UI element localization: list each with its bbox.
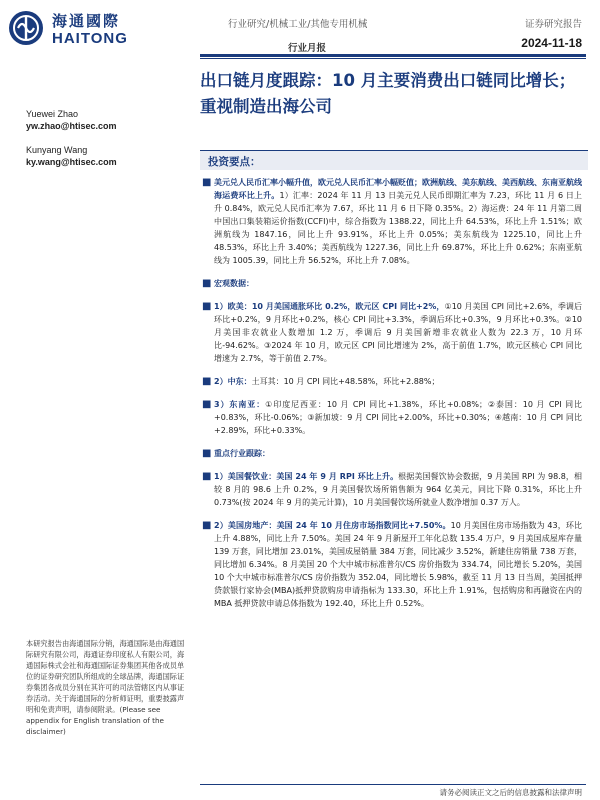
author-email[interactable]: yw.zhao@htisec.com xyxy=(26,121,117,131)
haitong-logo-icon xyxy=(8,10,44,46)
key-point-item xyxy=(202,447,582,460)
report-title: 出口链月度跟踪：10 月主要消费出口链同比增长；重视制造出海公司 xyxy=(200,71,576,116)
logo-text-cn: 海通國際 xyxy=(52,12,121,30)
key-point-item xyxy=(202,176,582,267)
bullet-icon: ■ xyxy=(202,471,212,482)
key-point-highlight: 重点行业跟踪： xyxy=(214,449,270,458)
section-header xyxy=(200,150,588,170)
key-point-text: 1）汇率：2024 年 11 月 13 日美元兑人民币即期汇率为 7.23，环比 11 月 6 日上升 0.84%，欧元兑人民币汇率为 7.67，环比 11 月 6 日下降 0.35%。2）海运费：24 年 11 月第二周中国出口集装箱运价指数(CCFI)中，综合指数为 1388.22，同比上升 64.53%，环比上升 1.51%；欧洲航线为 1847.16，同比上升 93.91%，环比上升 0.05%；美东航线为 1225.10，同比上升 48.53%，环比上升 3.40%；美西航线为 1227.36，同比上升 69.87%，环比上升 0.62%；东南亚航线为 1005.39，同比上升 56.52%，环比上升 7.08%。 xyxy=(214,191,582,265)
key-point-item xyxy=(202,375,582,388)
bullet-icon: ■ xyxy=(202,177,212,188)
key-point-item xyxy=(202,519,582,610)
key-point-item xyxy=(202,470,582,509)
key-point-item xyxy=(202,300,582,365)
header-divider xyxy=(200,54,586,57)
key-point-item xyxy=(202,277,582,290)
bullet-icon: ■ xyxy=(202,520,212,531)
key-point-text: 10 月美国住房市场指数为 43，环比上升 4.88%，同比上升 7.50%。美国 24 年 9 月新屋开工年化总数 135.4 万户，9 月美国成屋库存量 139 万套，同比增加 23.01%，美国成屋销量 384 万套，同比减少 3.52%，新建住房销量 738 万套，同比增加 6.34%。8 月美国 20 个大中城市标准普尔/CS 房价指数为 334.74，同比增长 5.20%，美国 10 个大中城市标准普尔/CS 房价指数为 352.04，同比增长 5.98%，截至 11 月 13 日当周，美国抵押贷款银行家协会(MBA)抵押贷款购房申请指标为 133.30，环比上升 1.91%，包括购房和再融资在内的 MBA 抵押贷款申请总体指数为 192.40，环比上升 0.52%。 xyxy=(214,521,582,608)
report-label: 证券研究报告 xyxy=(524,19,582,30)
footer-note: 请务必阅读正文之后的信息披露和法律声明 xyxy=(439,788,582,797)
key-point-highlight: 1）欧美：10 月美国通胀环比 0.2%，欧元区 CPI 同比+2%， xyxy=(214,302,445,311)
report-date: 2024-11-18 xyxy=(521,36,582,50)
bullet-icon: ■ xyxy=(202,376,212,387)
section-title: 投资要点： xyxy=(208,156,261,168)
key-points xyxy=(202,176,582,620)
key-point-highlight: 2）中东： xyxy=(214,377,252,386)
author xyxy=(26,108,186,132)
report-type: 行业月报 xyxy=(288,43,327,54)
haitong-logo xyxy=(8,8,158,48)
key-point-text: ①印度尼西亚：10 月 CPI 同比+1.38%，环比+0.08%；②泰国：10 月 CPI 同比+0.83%，环比-0.06%；③新加坡：9 月 CPI 同比+2.00%，环比+0.30%；④越南：10 月 CPI 同比+2.89%，环比+0.33%。 xyxy=(214,400,582,435)
author xyxy=(26,144,186,168)
key-point-highlight: 宏观数据： xyxy=(214,279,254,288)
author-name: Yuewei Zhao xyxy=(26,109,79,119)
bullet-icon: ■ xyxy=(202,278,212,289)
key-point-highlight: 3）东南亚： xyxy=(214,400,266,409)
logo-text-en: HAITONG xyxy=(52,30,128,47)
author-email[interactable]: ky.wang@htisec.com xyxy=(26,157,117,167)
key-point-text: ①10 月美国 CPI 同比+2.6%，季调后环比+0.2%，9 月环比+0.2%，核心 CPI 同比+3.3%，季调后环比+0.3%，9 月环比+0.3%。②10 月美国非农就业人数增加 1.2 万，季调后 9 月美国新增非农就业人数为 22.3 万，10 月环比-94.62%。③2024 年 10 月，欧元区 CPI 同比增速为 2%，高于前值 1.7%，欧元区核心 CPI 同比增速为 2.7%，等于前值 2.7%。 xyxy=(214,302,582,363)
key-point-highlight: 1）美国餐饮业：美国 24 年 9 月 RPI 环比上升。 xyxy=(214,472,399,481)
report-category: 行业研究/机械工业/其他专用机械 xyxy=(228,19,368,30)
author-list xyxy=(26,108,186,180)
key-point-highlight: 2）美国房地产：美国 24 年 10 月住房市场指数同比+7.50%。 xyxy=(214,521,451,530)
bullet-icon: ■ xyxy=(202,448,212,459)
bullet-icon: ■ xyxy=(202,399,212,410)
key-point-text: 土耳其：10 月 CPI 同比+48.58%，环比+2.88%； xyxy=(251,377,440,386)
key-point-item xyxy=(202,398,582,437)
author-name: Kunyang Wang xyxy=(26,145,88,155)
disclaimer-text: 本研究报告由海通国际分销，海通国际是由海通国际研究有限公司，海通证券印度私人有限公司，海通国际株式会社和海通国际证券集团其他各成员单位的证券研究团队所组成的全球品牌，海通国际证券集团各成员分别在其许可的司法管辖区内从事证券活动。关于海通国际的分析师证明，重要披露声明和免责声明，请参阅附录。(Please see appendix for English translation of the disclaimer) xyxy=(26,639,185,736)
key-point-text: 根据美国餐饮协会数据，9 月美国 RPI 为 98.8，相较 8 月的 98.6 上升 0.2%，9 月美国餐饮场所销售额为 964 亿美元，同比下降 0.31%，环比上升 0.73%(按 2024 年 9 月的美元计算)，10 月美国餐饮场所就业人数净增加 0.37 万人。 xyxy=(214,472,582,507)
header-divider-thin xyxy=(200,58,586,59)
key-point-highlight: 美元兑人民币汇率小幅升值，欧元兑人民币汇率小幅贬值；欧洲航线、美东航线、美西航线、东南亚航线海运费环比上升。 xyxy=(214,178,582,200)
footer-divider xyxy=(200,784,586,785)
bullet-icon: ■ xyxy=(202,301,212,312)
